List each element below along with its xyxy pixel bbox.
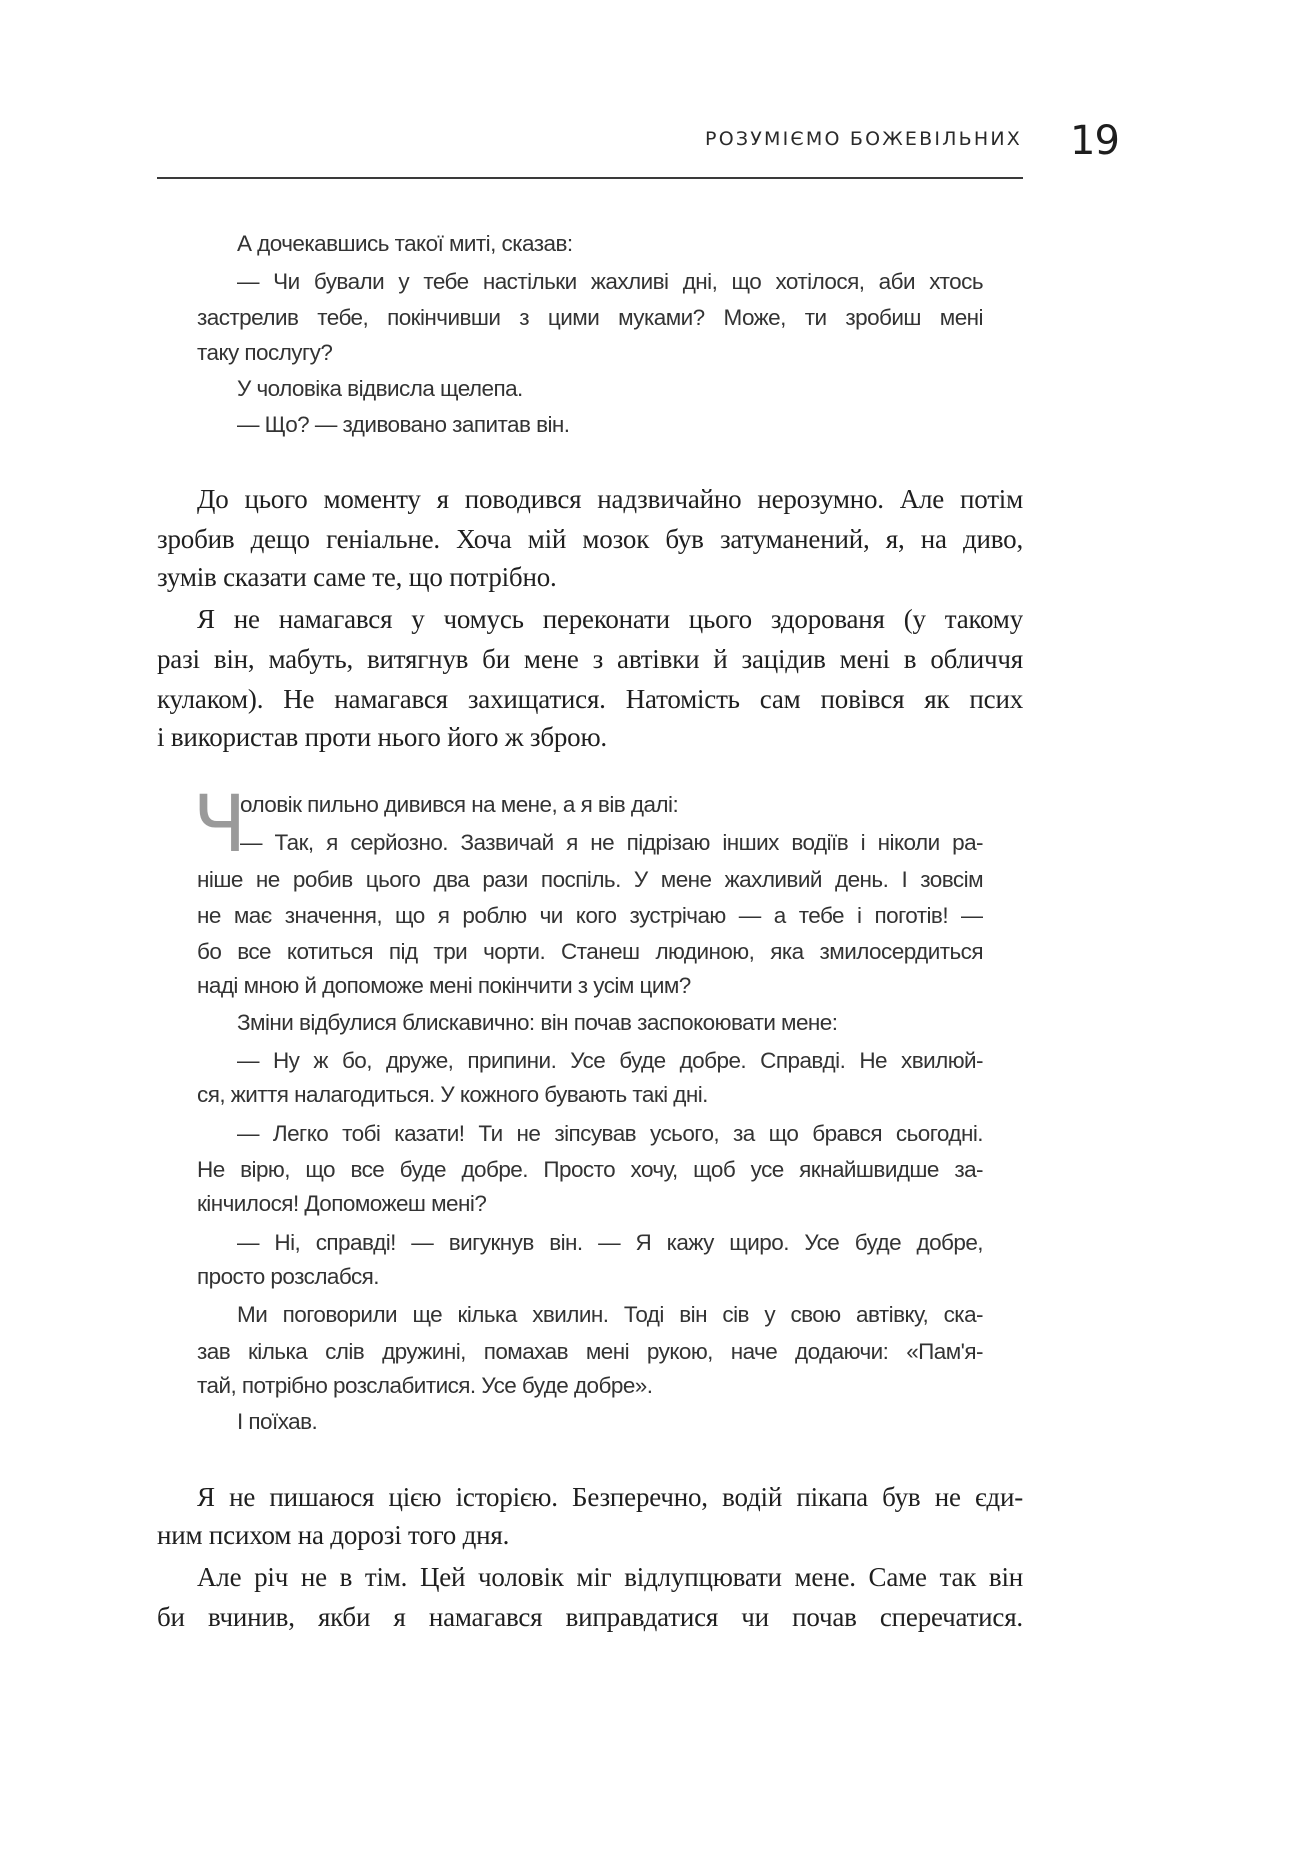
text-line: ся, життя налагодиться. У кожного бувають такі дні. <box>197 1082 708 1107</box>
text-line: просто розслабся. <box>197 1264 379 1289</box>
text-line: зумів сказати саме те, що потрібно. <box>157 562 557 592</box>
text-line: разі він, мабуть, витягнув би мене з автівки й зацідив мені в обличчя <box>157 644 1023 674</box>
header-rule <box>157 177 1023 179</box>
text-line: — Що? — здивовано запитав він. <box>237 412 570 437</box>
text-line: Зміни відбулися блискавично: він почав заспокоювати мене: <box>237 1010 838 1035</box>
text-line: би вчинив, якби я намагався виправдатися чи почав сперечатися. <box>157 1602 1023 1632</box>
text-line: Я не намагався у чомусь переконати цього здорованя (у такому <box>197 604 1023 634</box>
text-line: зробив дещо геніальне. Хоча мій мозок був затуманений, я, на диво, <box>157 524 1023 554</box>
text-line: До цього моменту я поводився надзвичайно нерозумно. Але потім <box>197 484 1023 514</box>
text-line: не має значення, що я роблю чи кого зустрічаю — а тебе і поготів! — <box>197 903 983 928</box>
text-line: — Чи бували у тебе настільки жахливі дні, що хотілося, аби хтось <box>237 269 983 294</box>
text-line: бо все котиться під три чорти. Станеш людиною, яка змилосердиться <box>197 939 983 964</box>
text-line: — Легко тобі казати! Ти не зіпсував усього, за що брався сьогодні. <box>237 1121 983 1146</box>
page-number: 19 <box>1070 118 1119 164</box>
text-line: тай, потрібно розслабитися. Усе буде добре». <box>197 1373 653 1398</box>
text-line: кулаком). Не намагався захищатися. Натомість сам повівся як псих <box>157 684 1023 714</box>
text-line: Я не пишаюся цією історією. Безперечно, водій пікапа був не єди- <box>197 1482 1023 1512</box>
text-line: У чоловіка відвисла щелепа. <box>237 376 523 401</box>
text-line: наді мною й допоможе мені покінчити з усім цим? <box>197 973 691 998</box>
text-line: — Ні, справді! — вигукнув він. — Я кажу щиро. Усе буде добре, <box>237 1230 983 1255</box>
text-line: Але річ не в тім. Цей чоловік міг відлупцювати мене. Саме так він <box>197 1562 1023 1592</box>
text-line: ніше не робив цього два рази поспіль. У мене жахливий день. І зовсім <box>197 867 983 892</box>
text-line: Не вірю, що все буде добре. Просто хочу, щоб усе якнайшвидше за- <box>197 1157 983 1182</box>
text-line: кінчилося! Допоможеш мені? <box>197 1191 487 1216</box>
text-line: ним психом на дорозі того дня. <box>157 1520 510 1550</box>
text-line: Ми поговорили ще кілька хвилин. Тоді він сів у свою автівку, ска- <box>237 1302 983 1327</box>
text-line: — Ну ж бо, друже, припини. Усе буде добре. Справді. Не хвилюй- <box>237 1048 983 1073</box>
text-line: зав кілька слів дружині, помахав мені рукою, наче додаючи: «Пам'я- <box>197 1339 983 1364</box>
text-line: оловік пильно дивився на мене, а я вів далі: <box>240 792 679 817</box>
text-line: застрелив тебе, покінчивши з цими муками? Може, ти зробиш мені <box>197 305 983 330</box>
text-line: і використав проти нього його ж зброю. <box>157 722 607 752</box>
text-line: А дочекавшись такої миті, сказав: <box>237 231 573 256</box>
text-line: — Так, я серйозно. Зазвичай я не підрізаю інших водіїв і ніколи ра- <box>240 830 983 855</box>
running-title: РОЗУМІЄМО БОЖЕВІЛЬНИХ <box>705 128 1022 150</box>
drop-cap: Ч <box>193 780 247 870</box>
text-line: таку послугу? <box>197 340 333 365</box>
text-line: І поїхав. <box>237 1409 318 1434</box>
